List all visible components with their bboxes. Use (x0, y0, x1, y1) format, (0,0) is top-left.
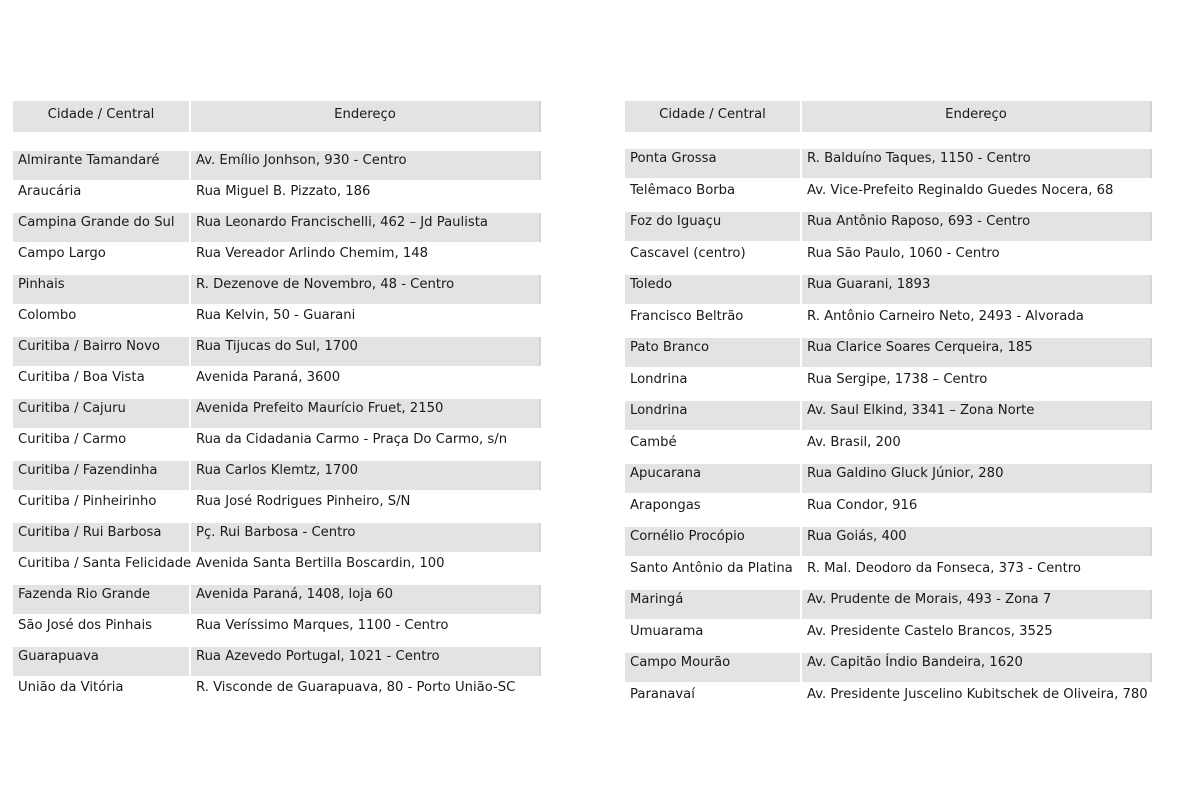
address-cell: Avenida Santa Bertilla Boscardin, 100 (196, 556, 445, 571)
table-row (625, 559, 1152, 588)
table-row (625, 464, 1152, 493)
table-row (625, 370, 1152, 399)
table-row (13, 306, 541, 335)
table-row (13, 492, 541, 521)
address-cell: Rua Guarani, 1893 (802, 275, 1152, 304)
city-cell: Ponta Grossa (625, 149, 802, 178)
address-cell: R. Visconde de Guarapuava, 80 - Porto União-SC (196, 680, 516, 695)
address-cell: Av. Vice-Prefeito Reginaldo Guedes Nocera, 68 (807, 182, 1114, 198)
table-row (13, 430, 541, 459)
table-row (625, 338, 1152, 367)
table-row (625, 244, 1152, 273)
city-cell: Umuarama (625, 622, 802, 651)
table-row (13, 213, 541, 242)
address-cell: Av. Saul Elkind, 3341 – Zona Norte (802, 401, 1152, 430)
address-cell: Rua Galdino Gluck Júnior, 280 (802, 464, 1152, 493)
table-row (13, 523, 541, 552)
address-cell: Rua Miguel B. Pizzato, 186 (196, 184, 371, 199)
header-address: Endereço (191, 101, 541, 132)
address-cell: Rua Condor, 916 (807, 497, 918, 513)
address-cell: Av. Emílio Jonhson, 930 - Centro (191, 151, 541, 180)
city-cell: Curitiba / Carmo (13, 430, 191, 459)
city-cell: Curitiba / Fazendinha (13, 461, 191, 490)
table-row (13, 616, 541, 645)
city-cell: Londrina (625, 401, 802, 430)
table-row (625, 496, 1152, 525)
city-cell: Paranavaí (625, 685, 802, 714)
city-cell: Curitiba / Pinheirinho (13, 492, 191, 521)
left-address-table (13, 101, 543, 701)
city-cell: São José dos Pinhais (13, 616, 191, 645)
city-cell: Campo Mourão (625, 653, 802, 682)
table-row (13, 368, 541, 397)
table-row (625, 275, 1152, 304)
city-cell: Campo Largo (13, 244, 191, 273)
city-cell: Curitiba / Bairro Novo (13, 337, 191, 366)
table-row (13, 554, 541, 583)
address-cell: Pç. Rui Barbosa - Centro (191, 523, 541, 552)
city-cell: Guarapuava (13, 647, 191, 676)
city-cell: Cambé (625, 433, 802, 462)
city-cell: Cascavel (centro) (625, 244, 802, 273)
address-cell: R. Balduíno Taques, 1150 - Centro (802, 149, 1152, 178)
address-cell: Av. Capitão Índio Bandeira, 1620 (802, 653, 1152, 682)
city-cell: União da Vitória (13, 678, 191, 707)
right-address-table (625, 101, 1155, 701)
table-row (625, 433, 1152, 462)
table-row (625, 590, 1152, 619)
address-cell: Rua Clarice Soares Cerqueira, 185 (802, 338, 1152, 367)
table-row (13, 337, 541, 366)
city-cell: Campina Grande do Sul (13, 213, 191, 242)
address-cell: Rua Antônio Raposo, 693 - Centro (802, 212, 1152, 241)
address-cell: R. Dezenove de Novembro, 48 - Centro (191, 275, 541, 304)
table-row (625, 181, 1152, 210)
city-cell: Toledo (625, 275, 802, 304)
table-row (625, 685, 1152, 714)
city-cell: Cornélio Procópio (625, 527, 802, 556)
city-cell: Londrina (625, 370, 802, 399)
address-cell: Rua Goiás, 400 (802, 527, 1152, 556)
address-cell: Av. Prudente de Morais, 493 - Zona 7 (802, 590, 1152, 619)
table-row (625, 401, 1152, 430)
table-row (625, 653, 1152, 682)
address-cell: Av. Presidente Juscelino Kubitschek de Oliveira, 780 (807, 686, 1148, 702)
table-row (13, 585, 541, 614)
address-cell: Rua Carlos Klemtz, 1700 (191, 461, 541, 490)
city-cell: Almirante Tamandaré (13, 151, 191, 180)
right-table-header (625, 101, 1152, 132)
city-cell: Santo Antônio da Platina (625, 559, 802, 588)
address-cell: Rua Leonardo Francischelli, 462 – Jd Paulista (191, 213, 541, 242)
city-cell: Maringá (625, 590, 802, 619)
address-cell: Rua José Rodrigues Pinheiro, S/N (196, 494, 411, 509)
city-cell: Foz do Iguaçu (625, 212, 802, 241)
table-row (13, 151, 541, 180)
header-city: Cidade / Central (625, 101, 802, 132)
address-cell: R. Antônio Carneiro Neto, 2493 - Alvorada (807, 308, 1084, 324)
address-cell: Rua Sergipe, 1738 – Centro (807, 371, 988, 387)
city-cell: Pato Branco (625, 338, 802, 367)
city-cell: Apucarana (625, 464, 802, 493)
table-row (625, 149, 1152, 178)
address-cell: Avenida Paraná, 3600 (196, 370, 341, 385)
city-cell: Telêmaco Borba (625, 181, 802, 210)
city-cell: Araucária (13, 182, 191, 211)
header-city: Cidade / Central (13, 101, 191, 132)
table-row (13, 244, 541, 273)
address-cell: Rua Veríssimo Marques, 1100 - Centro (196, 618, 449, 633)
city-cell: Curitiba / Cajuru (13, 399, 191, 428)
address-cell: Rua Vereador Arlindo Chemim, 148 (196, 246, 429, 261)
table-row (625, 527, 1152, 556)
table-row (13, 647, 541, 676)
city-cell: Francisco Beltrão (625, 307, 802, 336)
city-cell: Arapongas (625, 496, 802, 525)
city-cell: Curitiba / Boa Vista (13, 368, 191, 397)
address-cell: Av. Brasil, 200 (807, 434, 901, 450)
table-row (625, 307, 1152, 336)
address-cell: Rua Kelvin, 50 - Guarani (196, 308, 356, 323)
table-row (625, 622, 1152, 651)
table-row (13, 678, 541, 707)
city-cell: Colombo (13, 306, 191, 335)
city-cell: Fazenda Rio Grande (13, 585, 191, 614)
address-cell: Rua Tijucas do Sul, 1700 (191, 337, 541, 366)
header-address: Endereço (802, 101, 1152, 132)
city-cell: Pinhais (13, 275, 191, 304)
city-cell: Curitiba / Rui Barbosa (13, 523, 191, 552)
address-cell: R. Mal. Deodoro da Fonseca, 373 - Centro (807, 560, 1081, 576)
address-cell: Avenida Prefeito Maurício Fruet, 2150 (191, 399, 541, 428)
table-row (625, 212, 1152, 241)
city-cell: Curitiba / Santa Felicidade (13, 554, 191, 583)
address-cell: Rua São Paulo, 1060 - Centro (807, 245, 1000, 261)
table-row (13, 182, 541, 211)
address-cell: Av. Presidente Castelo Brancos, 3525 (807, 623, 1053, 639)
table-row (13, 399, 541, 428)
left-table-header (13, 101, 541, 132)
table-row (13, 275, 541, 304)
address-cell: Avenida Paraná, 1408, loja 60 (191, 585, 541, 614)
address-cell: Rua da Cidadania Carmo - Praça Do Carmo, s/n (196, 432, 508, 447)
address-cell: Rua Azevedo Portugal, 1021 - Centro (191, 647, 541, 676)
table-row (13, 461, 541, 490)
